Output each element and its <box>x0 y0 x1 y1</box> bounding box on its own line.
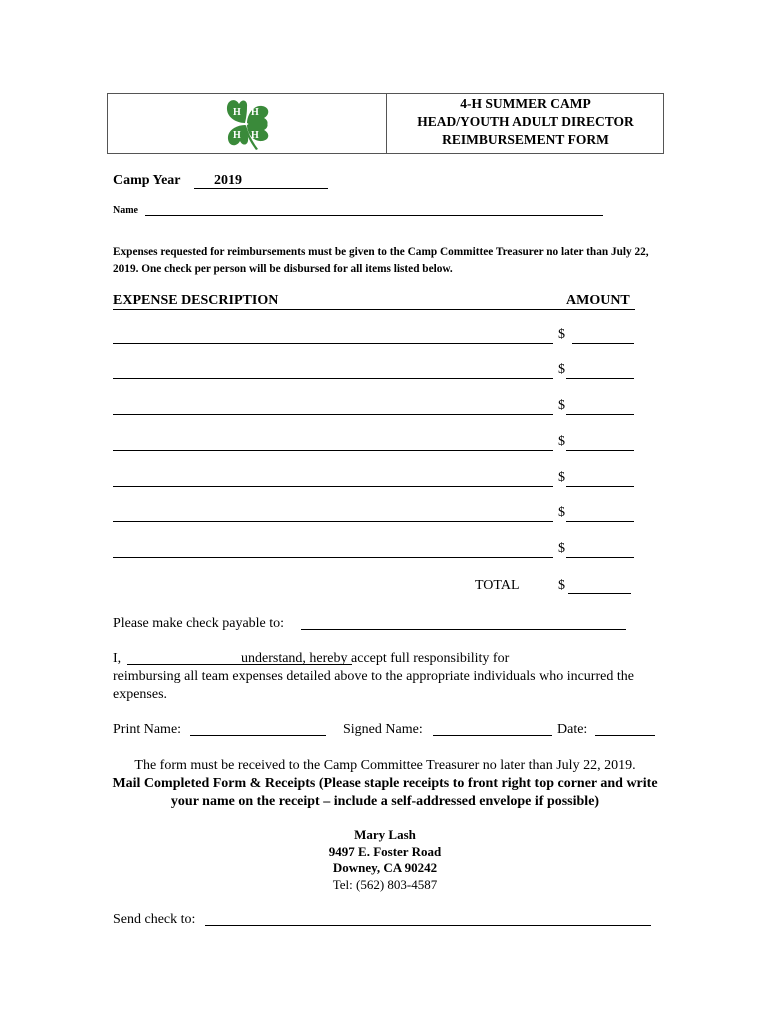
expense-amount-field[interactable] <box>566 557 634 558</box>
svg-text:H: H <box>233 107 241 118</box>
svg-text:H: H <box>251 107 259 118</box>
currency-symbol: $ <box>558 434 565 449</box>
expense-amount-field[interactable] <box>566 486 634 487</box>
title-line-1: 4-H SUMMER CAMP <box>460 96 591 111</box>
print-name-label: Print Name: <box>113 722 182 737</box>
name-label: Name <box>113 205 138 216</box>
address-street: 9497 E. Foster Road <box>328 843 442 859</box>
expense-description-header: EXPENSE DESCRIPTION <box>113 293 279 308</box>
camp-year-value: 2019 <box>214 173 242 188</box>
signed-name-label: Signed Name: <box>343 722 423 737</box>
title-line-3: REIMBURSEMENT FORM <box>442 132 609 147</box>
name-field[interactable] <box>145 215 603 216</box>
currency-symbol: $ <box>558 327 565 342</box>
currency-symbol: $ <box>558 578 565 593</box>
expense-amount-field[interactable] <box>566 414 634 415</box>
payable-label: Please make check payable to: <box>113 616 285 631</box>
date-label: Date: <box>557 722 588 737</box>
acknowledgement-suffix: understand, hereby accept full responsibility for <box>241 651 510 666</box>
signed-name-field[interactable] <box>433 735 552 736</box>
currency-symbol: $ <box>558 470 565 485</box>
expense-amount-field[interactable] <box>566 450 634 451</box>
four-leaf-clover-icon <box>214 95 278 153</box>
date-field[interactable] <box>595 735 655 736</box>
header-underline <box>113 309 635 310</box>
currency-symbol: $ <box>558 505 565 520</box>
acknowledgement-text: reimbursing all team expenses detailed above to the appropriate individuals who incurred the expenses. <box>113 669 634 702</box>
send-check-field[interactable] <box>205 925 651 926</box>
expense-description-field[interactable] <box>113 557 553 558</box>
title-line-2: HEAD/YOUTH ADULT DIRECTOR <box>417 114 634 129</box>
mail-instructions: Mail Completed Form & Receipts (Please staple receipts to front right top corner and write your name on the receipt – include a self-addressed envelope if possible) <box>112 776 658 809</box>
print-name-field[interactable] <box>190 735 326 736</box>
address-name: Mary Lash <box>354 827 416 842</box>
send-check-label: Send check to: <box>113 912 196 927</box>
address-phone: Tel: (562) 803-4587 <box>332 876 438 892</box>
expense-description-field[interactable] <box>113 343 553 344</box>
deadline-text: The form must be received to the Camp Committee Treasurer no later than July 22, 2019. <box>134 758 636 773</box>
acknowledgement-line <box>113 650 673 668</box>
expense-amount-field[interactable] <box>566 521 634 522</box>
expense-amount-field[interactable] <box>566 378 634 379</box>
total-label: TOTAL <box>475 578 520 593</box>
camp-year-label: Camp Year <box>113 173 181 188</box>
expense-description-field[interactable] <box>113 521 553 522</box>
acknowledgement-prefix: I, <box>113 651 122 666</box>
expense-amount-field[interactable] <box>572 343 634 344</box>
payable-field[interactable] <box>301 629 626 630</box>
address-city: Downey, CA 90242 <box>332 860 438 875</box>
acknowledgement-name-field[interactable] <box>127 664 352 665</box>
instructions-text: Expenses requested for reimbursements must be given to the Camp Committee Treasurer no later than July 22, 2019. One check per person will be disbursed for all items listed below. <box>113 246 649 275</box>
currency-symbol: $ <box>558 398 565 413</box>
currency-symbol: $ <box>558 541 565 556</box>
expense-description-field[interactable] <box>113 414 553 415</box>
address-block <box>285 827 485 893</box>
expense-description-field[interactable] <box>113 378 553 379</box>
total-amount-field[interactable] <box>568 593 631 594</box>
expense-description-field[interactable] <box>113 486 553 487</box>
svg-text:H: H <box>233 130 241 141</box>
expense-description-field[interactable] <box>113 450 553 451</box>
form-title <box>387 95 664 149</box>
currency-symbol: $ <box>558 362 565 377</box>
amount-header: AMOUNT <box>566 293 630 308</box>
svg-text:H: H <box>251 130 259 141</box>
